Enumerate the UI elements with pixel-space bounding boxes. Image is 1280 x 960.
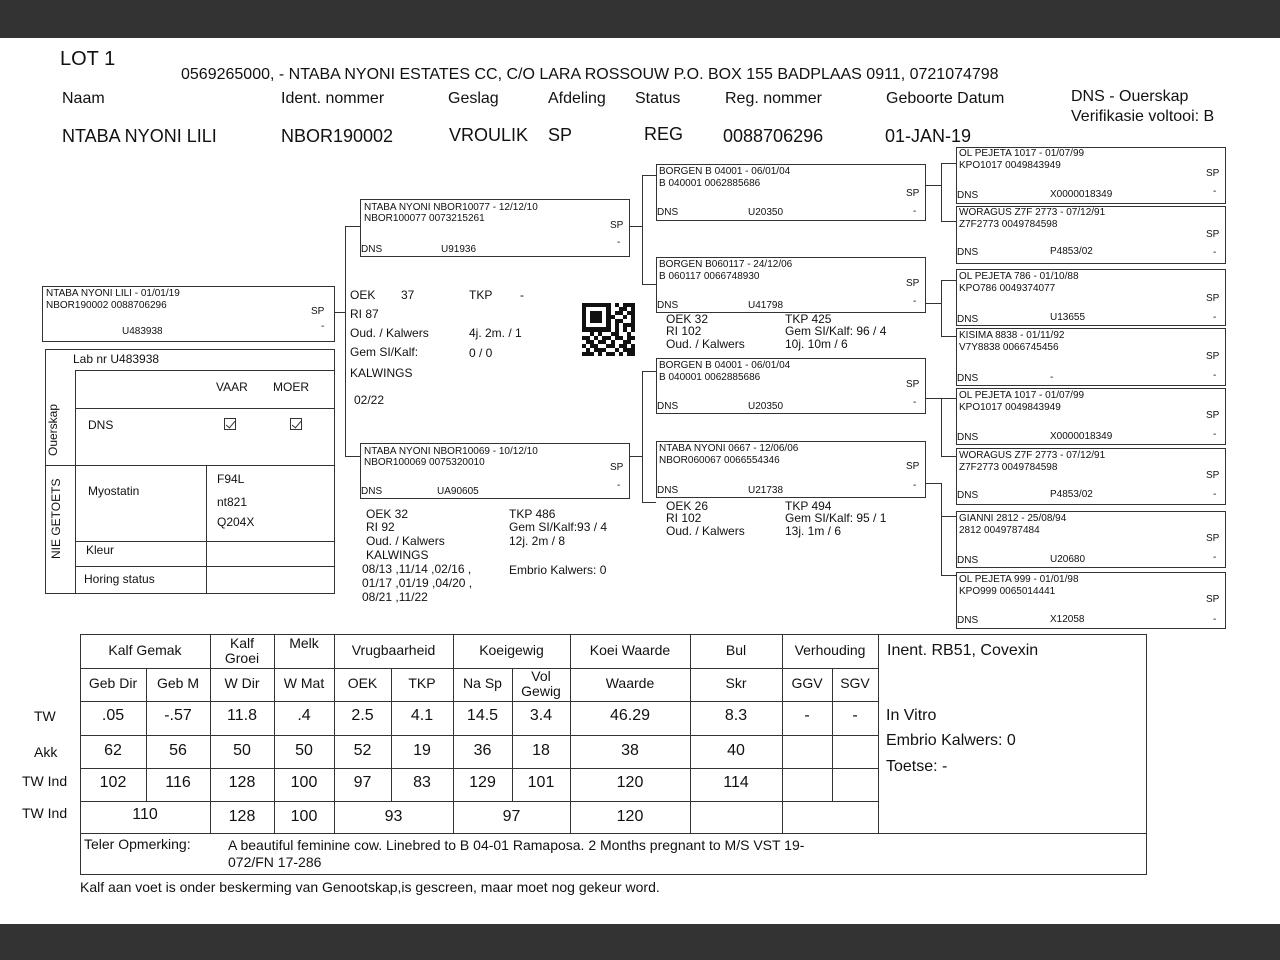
sire-ri: RI 87 bbox=[350, 307, 379, 321]
cell-twind2-kalf-gemak: 110 bbox=[132, 806, 158, 823]
dns-title: DNS - Ouerskap bbox=[1071, 88, 1189, 105]
ggp-sp: SP bbox=[1206, 410, 1220, 421]
kleur-label: Kleur bbox=[86, 543, 115, 557]
cell-twind-0: 102 bbox=[99, 774, 127, 791]
gp-sp: SP bbox=[906, 379, 920, 390]
sire-kalwings-dates: 02/22 bbox=[354, 393, 385, 407]
ggp-name: OL PEJETA 1017 - 01/07/99 bbox=[959, 390, 1085, 401]
myostatin-q204x: Q204X bbox=[217, 515, 255, 529]
gp-name: BORGEN B 04001 - 06/01/04 bbox=[659, 360, 791, 371]
label-status: Status bbox=[635, 90, 681, 107]
ggp-dns-label: DNS bbox=[957, 555, 979, 566]
row-label-tw-ind-2: TW Ind bbox=[22, 805, 68, 821]
cell-akk-8: 38 bbox=[621, 742, 639, 759]
gp-tkp: TKP 494 bbox=[785, 499, 832, 513]
label-naam: Naam bbox=[62, 90, 105, 107]
dam-id: NBOR100069 0075320010 bbox=[364, 457, 485, 468]
great-grandparent-box bbox=[956, 572, 1226, 629]
th-oek: OEK bbox=[347, 675, 378, 691]
sire-oek: 37 bbox=[401, 288, 415, 302]
sire-oud-label: Oud. / Kalwers bbox=[350, 326, 429, 340]
side-embrio: Embrio Kalwers: 0 bbox=[886, 732, 1016, 749]
ggp-dns: P4853/02 bbox=[1050, 489, 1093, 500]
value-afdeling: SP bbox=[548, 125, 573, 145]
gp-dns-label: DNS bbox=[657, 207, 679, 218]
label-geslag: Geslag bbox=[448, 90, 499, 107]
ggp-name: GIANNI 2812 - 25/08/94 bbox=[959, 513, 1067, 524]
gp-name: NTABA NYONI 0667 - 12/06/06 bbox=[659, 443, 799, 454]
ggp-sp: SP bbox=[1206, 229, 1220, 240]
ouerskap-label bbox=[46, 374, 60, 456]
sire-tkp: - bbox=[520, 288, 524, 302]
label-reg: Reg. nommer bbox=[725, 90, 822, 107]
animal-dash: - bbox=[321, 321, 325, 332]
cell-akk-0: 62 bbox=[104, 742, 122, 759]
value-status: REG bbox=[644, 124, 684, 144]
gp-dns: U21738 bbox=[748, 485, 784, 496]
label-afdeling: Afdeling bbox=[548, 90, 606, 107]
ggp-dns-label: DNS bbox=[957, 247, 979, 258]
lot-number: LOT 1 bbox=[60, 48, 116, 70]
ggp-dash: - bbox=[1213, 552, 1217, 563]
gp-dns: U20350 bbox=[748, 207, 784, 218]
cell-akk-6: 36 bbox=[473, 742, 492, 759]
animal-dns: U483938 bbox=[122, 326, 163, 337]
cell-twind2-koeigewig: 97 bbox=[502, 808, 521, 825]
label-birth: Geboorte Datum bbox=[886, 90, 1005, 107]
ggp-name: WORAGUS Z7F 2773 - 07/12/91 bbox=[959, 207, 1106, 218]
cell-akk-5: 19 bbox=[413, 742, 431, 759]
dam-dates-2: 01/17 ,01/19 ,04/20 , bbox=[362, 576, 473, 590]
ggp-name: WORAGUS Z7F 2773 - 07/12/91 bbox=[959, 450, 1106, 461]
gp-sp: SP bbox=[906, 188, 920, 199]
moer-header: MOER bbox=[273, 380, 309, 394]
ggp-dns: U13655 bbox=[1050, 312, 1086, 323]
ggp-sp: SP bbox=[1206, 351, 1220, 362]
ggp-sp: SP bbox=[1206, 533, 1220, 544]
cell-twind-7: 101 bbox=[527, 774, 555, 791]
qr-code-icon bbox=[582, 303, 635, 356]
cell-twind-5: 83 bbox=[413, 774, 431, 791]
dns-verification: Verifikasie voltooi: B bbox=[1071, 108, 1215, 125]
ggp-dns: - bbox=[1050, 372, 1054, 383]
row-label-tw-ind: TW Ind bbox=[22, 773, 68, 789]
ggp-dns-label: DNS bbox=[957, 490, 979, 501]
great-grandparent-box bbox=[956, 388, 1226, 445]
ggp-id: 2812 0049787484 bbox=[959, 525, 1040, 536]
ggp-sp: SP bbox=[1206, 168, 1220, 179]
cell-akk-9: 40 bbox=[727, 742, 745, 759]
ggp-dash: - bbox=[1213, 489, 1217, 500]
th-geb-dir: Geb Dir bbox=[88, 675, 138, 691]
ggp-dash: - bbox=[1213, 429, 1217, 440]
sire-id: NBOR100077 0073215261 bbox=[364, 213, 485, 224]
ouerskap-text: Ouerskap bbox=[46, 403, 60, 456]
cell-twind-9: 114 bbox=[723, 774, 749, 791]
sire-oud: 4j. 2m. / 1 bbox=[469, 326, 522, 340]
ggp-dns: X12058 bbox=[1050, 614, 1085, 625]
value-naam: NTABA NYONI LILI bbox=[62, 126, 217, 146]
ggp-name: KISIMA 8838 - 01/11/92 bbox=[959, 330, 1065, 341]
sire-gem: 0 / 0 bbox=[469, 346, 493, 360]
grandparent-box bbox=[656, 358, 926, 414]
cell-twind-3: 100 bbox=[290, 774, 318, 791]
th-koeigewig: Koeigewig bbox=[479, 642, 544, 658]
top-bar bbox=[0, 0, 1280, 38]
value-geslag: VROULIK bbox=[449, 125, 529, 145]
th-koei-waarde: Koei Waarde bbox=[589, 642, 671, 658]
gp-name: BORGEN B060117 - 24/12/06 bbox=[659, 259, 793, 270]
sire-oek-label: OEK bbox=[350, 288, 376, 302]
cell-twind2-koei-waarde: 120 bbox=[616, 808, 644, 825]
gp-gem: Gem SI/Kalf: 95 / 1 bbox=[785, 511, 887, 525]
ggp-dash: - bbox=[1213, 614, 1217, 625]
dam-embrio: Embrio Kalwers: 0 bbox=[509, 563, 607, 577]
dam-ri: RI 92 bbox=[366, 520, 395, 534]
dam-age: 12j. 2m / 8 bbox=[509, 534, 566, 548]
sire-box bbox=[360, 199, 630, 257]
gp-oek: OEK 26 bbox=[666, 499, 709, 513]
cell-tw-11: - bbox=[852, 707, 858, 724]
myostatin-nt821: nt821 bbox=[217, 495, 248, 509]
gp-oud: Oud. / Kalwers bbox=[666, 337, 745, 351]
ggp-id: KPO786 0049374077 bbox=[959, 283, 1056, 294]
dam-tkp: TKP 486 bbox=[509, 507, 556, 521]
cell-twind2-w-dir: 128 bbox=[228, 808, 256, 825]
great-grandparent-box bbox=[956, 147, 1226, 204]
gp-ri: RI 102 bbox=[666, 324, 702, 338]
great-grandparent-box bbox=[956, 206, 1226, 264]
cell-tw-6: 14.5 bbox=[466, 707, 499, 724]
gp-dash: - bbox=[913, 206, 917, 217]
gp-dns-label: DNS bbox=[657, 485, 679, 496]
gp-sp: SP bbox=[906, 278, 920, 289]
cell-twind-4: 97 bbox=[353, 774, 372, 791]
gp-name: BORGEN B 04001 - 06/01/04 bbox=[659, 166, 791, 177]
cell-twind-6: 129 bbox=[469, 774, 496, 791]
ggp-dns: U20680 bbox=[1050, 554, 1086, 565]
owner-line: 0569265000, - NTABA NYONI ESTATES CC, C/O LARA ROSSOUW P.O. BOX 155 BADPLAAS 0911, 0721074798 bbox=[181, 66, 999, 83]
th-bul: Bul bbox=[725, 642, 747, 658]
cell-tw-2: 11.8 bbox=[227, 707, 257, 724]
ggp-id: Z7F2773 0049784598 bbox=[959, 462, 1058, 473]
side-in-vitro: In Vitro bbox=[886, 707, 937, 724]
gp-id: NBOR060067 0066554346 bbox=[659, 455, 780, 466]
cell-tw-9: 8.3 bbox=[724, 707, 748, 724]
ggp-sp: SP bbox=[1206, 293, 1220, 304]
cell-tw-5: 4.1 bbox=[410, 707, 434, 724]
gp-dns-label: DNS bbox=[657, 300, 679, 311]
ggp-dns-label: DNS bbox=[957, 432, 979, 443]
row-label-akk: Akk bbox=[34, 744, 58, 760]
th-na-sp: Na Sp bbox=[463, 675, 502, 691]
myostatin-f94l: F94L bbox=[217, 472, 245, 486]
great-grandparent-box bbox=[956, 269, 1226, 326]
gp-dash: - bbox=[913, 397, 917, 408]
animal-sp: SP bbox=[311, 306, 325, 317]
cell-twind2-vrugbaarheid: 93 bbox=[384, 808, 403, 825]
dam-kalwings: KALWINGS bbox=[366, 548, 429, 562]
gp-id: B 040001 0062885686 bbox=[659, 372, 761, 383]
ggp-name: OL PEJETA 786 - 01/10/88 bbox=[959, 271, 1079, 282]
sire-dns: U91936 bbox=[441, 244, 477, 255]
cell-akk-2: 50 bbox=[233, 742, 251, 759]
gp-dns-label: DNS bbox=[657, 401, 679, 412]
gp-oek: OEK 32 bbox=[666, 312, 709, 326]
ggp-dns: X0000018349 bbox=[1050, 189, 1113, 200]
sire-kalwings: KALWINGS bbox=[350, 366, 413, 380]
cell-tw-10: - bbox=[804, 707, 810, 724]
cell-tw-3: .4 bbox=[297, 707, 311, 724]
gp-sp: SP bbox=[906, 461, 920, 472]
gp-age: 13j. 1m / 6 bbox=[785, 524, 842, 538]
gp-dash: - bbox=[913, 296, 917, 307]
dam-dates-3: 08/21 ,11/22 bbox=[362, 590, 428, 604]
row-label-tw: TW bbox=[34, 708, 56, 724]
cell-tw-0: .05 bbox=[101, 707, 125, 724]
th-tkp: TKP bbox=[408, 675, 436, 691]
gp-id: B 040001 0062885686 bbox=[659, 178, 761, 189]
ggp-dns-label: DNS bbox=[957, 373, 979, 384]
animal-box bbox=[42, 286, 335, 342]
cell-twind2-w-mat: 100 bbox=[290, 808, 318, 825]
sire-gem-label: Gem SI/Kalf: bbox=[350, 345, 419, 359]
gp-oud: Oud. / Kalwers bbox=[666, 524, 745, 538]
tests-box bbox=[45, 349, 335, 594]
th-sgv: SGV bbox=[840, 675, 870, 691]
ggp-sp: SP bbox=[1206, 594, 1220, 605]
th-melk: Melk bbox=[289, 635, 319, 651]
myostatin-label: Myostatin bbox=[88, 484, 140, 498]
ggp-id: KPO1017 0049843949 bbox=[959, 160, 1061, 171]
bottom-bar bbox=[0, 924, 1280, 960]
ggp-dns-label: DNS bbox=[957, 190, 979, 201]
dam-dns: UA90605 bbox=[437, 486, 479, 497]
footer-note: Kalf aan voet is onder beskerming van Genootskap,is gescreen, maar moet nog gekeur word. bbox=[80, 879, 660, 895]
great-grandparent-box bbox=[956, 448, 1226, 505]
dam-gem: Gem SI/Kalf:93 / 4 bbox=[509, 520, 608, 534]
th-skr: Skr bbox=[725, 675, 747, 691]
ggp-dash: - bbox=[1213, 247, 1217, 258]
gp-dns: U20350 bbox=[748, 401, 784, 412]
th-w-mat: W Mat bbox=[283, 675, 325, 691]
ggp-dash: - bbox=[1213, 312, 1217, 323]
th-kalf-gemak: Kalf Gemak bbox=[108, 642, 182, 658]
ggp-dash: - bbox=[1213, 186, 1217, 197]
remark-label: Teler Opmerking: bbox=[84, 836, 191, 852]
cell-twind-8: 120 bbox=[616, 774, 644, 791]
dam-oek: OEK 32 bbox=[366, 507, 409, 521]
moer-check-icon bbox=[290, 418, 302, 430]
ggp-id: V7Y8838 0066745456 bbox=[959, 342, 1059, 353]
cell-twind-1: 116 bbox=[165, 774, 191, 791]
gp-tkp: TKP 425 bbox=[785, 312, 832, 326]
cell-tw-4: 2.5 bbox=[351, 707, 374, 724]
ggp-dns: X0000018349 bbox=[1050, 431, 1113, 442]
gp-dns: U41798 bbox=[748, 300, 784, 311]
th-kalf-groei: Kalf Groei bbox=[224, 635, 260, 666]
side-vaccines: Inent. RB51, Covexin bbox=[887, 642, 1039, 659]
cell-akk-7: 18 bbox=[532, 742, 550, 759]
ggp-sp: SP bbox=[1206, 470, 1220, 481]
ggp-dns-label: DNS bbox=[957, 314, 979, 325]
remark-text-2: 072/FN 17-286 bbox=[228, 854, 322, 870]
gp-ri: RI 102 bbox=[666, 511, 702, 525]
sire-sp: SP bbox=[610, 220, 624, 231]
sire-tkp-label: TKP bbox=[469, 288, 493, 302]
dam-dash: - bbox=[617, 480, 621, 491]
ggp-dash: - bbox=[1213, 370, 1217, 381]
sire-name: NTABA NYONI NBOR10077 - 12/12/10 bbox=[364, 202, 538, 213]
great-grandparent-box bbox=[956, 511, 1226, 568]
th-w-dir: W Dir bbox=[224, 675, 260, 691]
nie-getoets-label bbox=[50, 479, 62, 559]
th-waarde: Waarde bbox=[605, 675, 655, 691]
cell-tw-1: -.57 bbox=[164, 707, 192, 724]
grandparent-box bbox=[656, 164, 926, 221]
th-vrugbaarheid: Vrugbaarheid bbox=[351, 642, 436, 658]
cell-twind-2: 128 bbox=[228, 774, 256, 791]
horing-label: Horing status bbox=[84, 572, 155, 586]
th-ggv: GGV bbox=[791, 675, 823, 691]
grandparent-box bbox=[656, 441, 926, 498]
th-vol-gewig: Vol Gewig bbox=[521, 668, 561, 699]
cell-akk-4: 52 bbox=[353, 742, 372, 759]
nie-getoets-text: NIE GETOETS bbox=[49, 478, 63, 559]
dam-dns-label: DNS bbox=[361, 486, 383, 497]
cell-akk-3: 50 bbox=[295, 742, 313, 759]
gp-dash: - bbox=[913, 480, 917, 491]
ggp-dns: P4853/02 bbox=[1050, 246, 1093, 257]
side-toetse: Toetse: - bbox=[886, 758, 948, 775]
label-ident: Ident. nommer bbox=[281, 90, 385, 107]
cell-akk-1: 56 bbox=[169, 742, 187, 759]
th-geb-m: Geb M bbox=[156, 675, 199, 691]
dam-sp: SP bbox=[610, 462, 624, 473]
ggp-id: Z7F2773 0049784598 bbox=[959, 219, 1058, 230]
lab-number: Lab nr U483938 bbox=[73, 352, 160, 366]
th-verhouding: Verhouding bbox=[794, 642, 866, 658]
animal-name: NTABA NYONI LILI - 01/01/19 bbox=[46, 288, 180, 299]
grandparent-box bbox=[656, 257, 926, 313]
ggp-id: KPO999 0065014441 bbox=[959, 586, 1056, 597]
dam-name: NTABA NYONI NBOR10069 - 10/12/10 bbox=[364, 446, 538, 457]
ggp-dns-label: DNS bbox=[957, 615, 979, 626]
gp-gem: Gem SI/Kalf: 96 / 4 bbox=[785, 324, 887, 338]
dam-box bbox=[360, 443, 630, 499]
cell-tw-8: 46.29 bbox=[609, 707, 651, 724]
vaar-header: VAAR bbox=[216, 380, 248, 394]
dam-dates-1: 08/13 ,11/14 ,02/16 , bbox=[362, 562, 472, 576]
great-grandparent-box bbox=[956, 328, 1226, 386]
vaar-check-icon bbox=[224, 418, 236, 430]
ggp-name: OL PEJETA 1017 - 01/07/99 bbox=[959, 148, 1085, 159]
ggp-id: KPO1017 0049843949 bbox=[959, 402, 1061, 413]
remark-text-1: A beautiful feminine cow. Linebred to B 04-01 Ramaposa. 2 Months pregnant to M/S VST 19- bbox=[228, 837, 805, 853]
dns-label: DNS bbox=[88, 418, 114, 432]
value-ident: NBOR190002 bbox=[281, 126, 394, 146]
animal-id: NBOR190002 0088706296 bbox=[46, 300, 167, 311]
gp-age: 10j. 10m / 6 bbox=[785, 337, 848, 351]
value-reg: 0088706296 bbox=[723, 126, 824, 146]
gp-id: B 060117 0066748930 bbox=[659, 271, 760, 282]
sire-dns-label: DNS bbox=[361, 244, 383, 255]
cell-tw-7: 3.4 bbox=[529, 707, 553, 724]
ggp-name: OL PEJETA 999 - 01/01/98 bbox=[959, 574, 1079, 585]
dam-oud: Oud. / Kalwers bbox=[366, 534, 445, 548]
sire-dash: - bbox=[617, 237, 621, 248]
value-birth: 01-JAN-19 bbox=[885, 126, 972, 146]
